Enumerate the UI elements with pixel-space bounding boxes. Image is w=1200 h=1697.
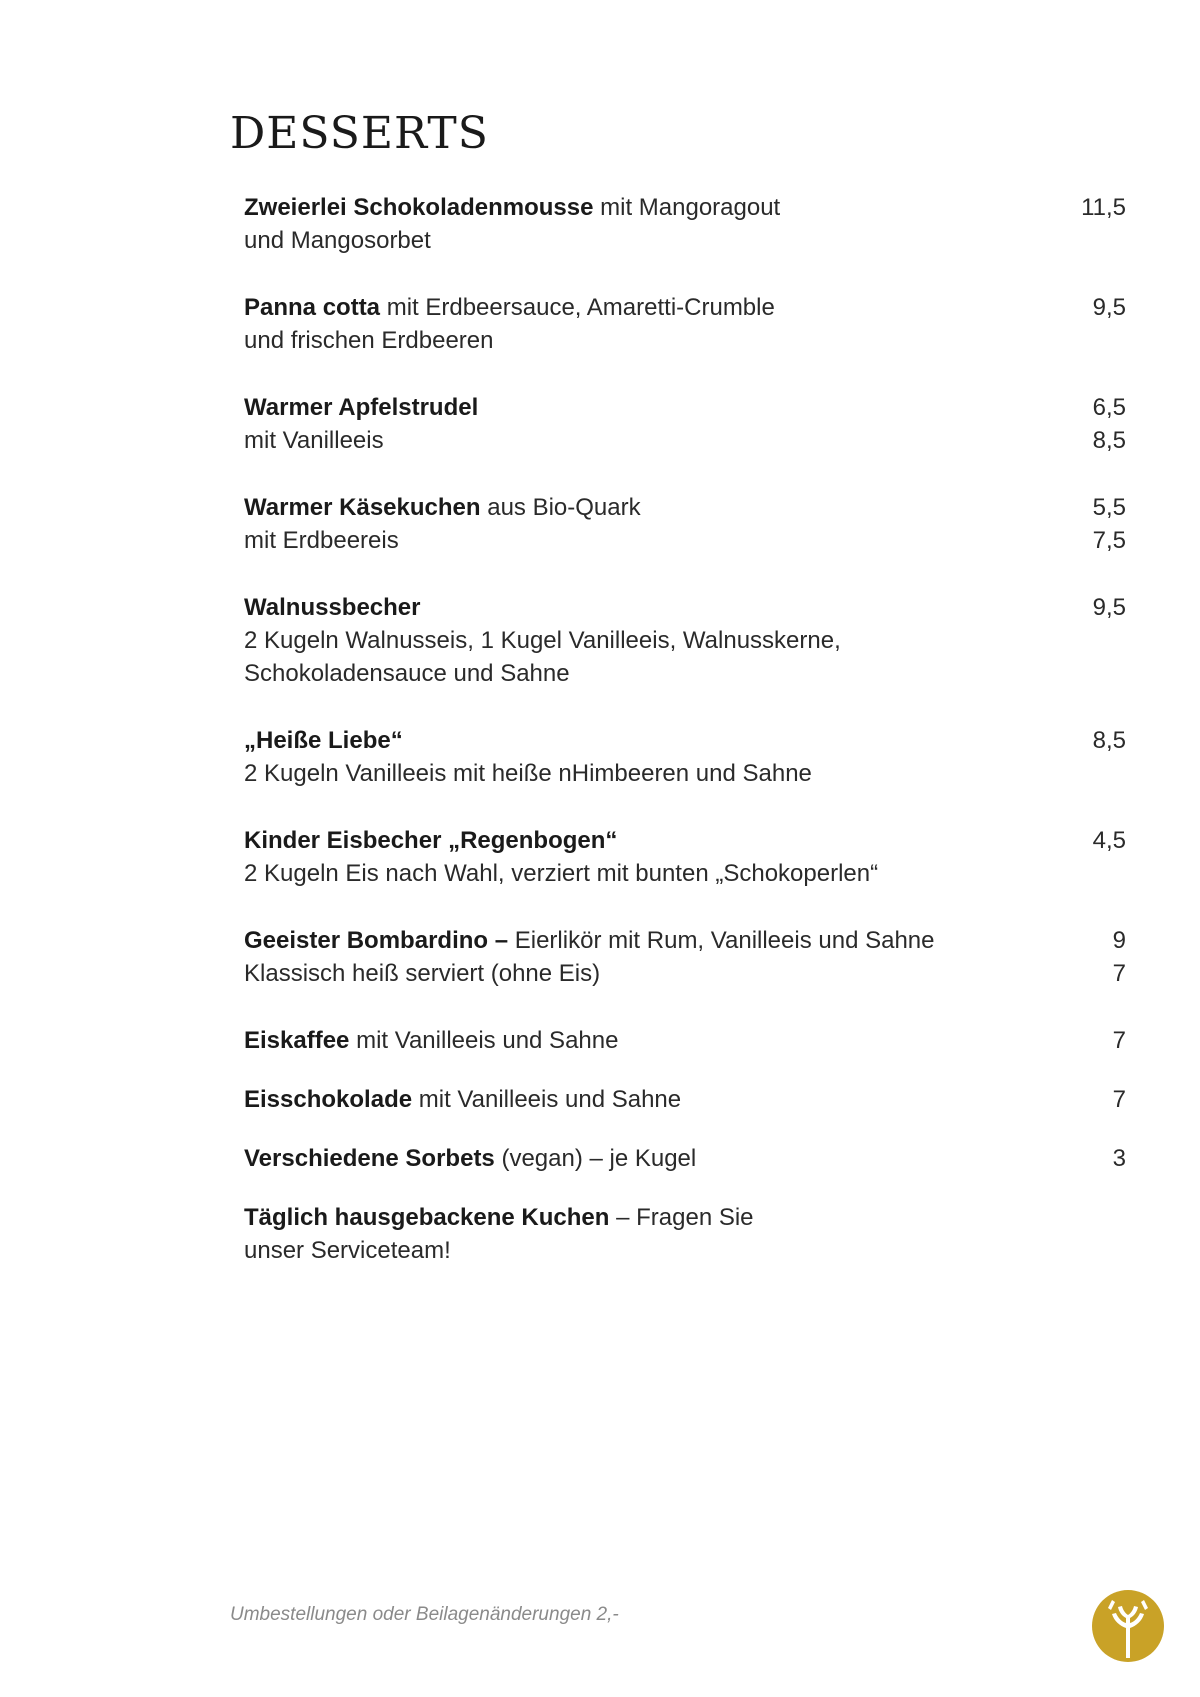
item-description: mit Erdbeersauce, Amaretti-Crumble bbox=[380, 294, 775, 321]
item-name: „Heiße Liebe“ bbox=[244, 727, 403, 754]
item-price: 9 bbox=[1112, 927, 1126, 954]
item-price-variant: 7 bbox=[1112, 960, 1126, 987]
item-description: mit Vanilleeis bbox=[244, 427, 384, 454]
menu-item bbox=[244, 724, 1124, 790]
menu-item bbox=[244, 1201, 1124, 1267]
item-price: 11,5 bbox=[1081, 194, 1126, 221]
menu-item-line-2: und Mangosorbet bbox=[244, 227, 431, 254]
item-name: Eisschokolade bbox=[244, 1086, 413, 1113]
menu-item-line-1 bbox=[244, 724, 1126, 757]
item-description: mit Vanilleeis und Sahne bbox=[349, 1027, 619, 1054]
item-description: Eierlikör mit Rum, Vanilleeis und Sahne bbox=[508, 927, 935, 954]
item-price: 5,5 bbox=[1092, 494, 1126, 521]
item-description: aus Bio-Quark bbox=[480, 494, 641, 521]
menu-item-line-2 bbox=[244, 524, 1126, 557]
footer-note: Umbestellungen oder Beilagenänderungen 2,- bbox=[230, 1604, 619, 1625]
menu-item bbox=[244, 391, 1124, 457]
item-name: Verschiedene Sorbets bbox=[244, 1145, 495, 1172]
item-price-variant: 8,5 bbox=[1092, 427, 1126, 454]
item-price: 7 bbox=[1112, 1086, 1126, 1113]
item-price: 9,5 bbox=[1092, 594, 1126, 621]
item-price: 8,5 bbox=[1092, 727, 1126, 754]
menu-item bbox=[244, 924, 1124, 990]
menu-item-line-2: und frischen Erdbeeren bbox=[244, 327, 494, 354]
menu-item-line-2: 2 Kugeln Walnusseis, 1 Kugel Vanilleeis, Walnusskerne, bbox=[244, 627, 841, 654]
dessert-menu-list bbox=[244, 191, 1124, 1301]
page-title: DESSERTS bbox=[230, 108, 489, 159]
menu-item-line-1 bbox=[244, 391, 1126, 424]
menu-item-line-1 bbox=[244, 924, 1126, 957]
item-name: Warmer Apfelstrudel bbox=[244, 394, 479, 421]
item-description: mit Vanilleeis und Sahne bbox=[412, 1086, 682, 1113]
item-name: Eiskaffee bbox=[244, 1027, 350, 1054]
menu-item bbox=[244, 1083, 1124, 1116]
menu-item-line-1 bbox=[244, 191, 1126, 224]
menu-item-line-1 bbox=[244, 824, 1126, 857]
item-name: Kinder Eisbecher „Regenbogen“ bbox=[244, 827, 618, 854]
menu-item bbox=[244, 191, 1124, 257]
menu-item-line-3: Schokoladensauce und Sahne bbox=[244, 660, 570, 687]
item-name: Walnussbecher bbox=[244, 594, 421, 621]
item-price: 3 bbox=[1112, 1145, 1126, 1172]
menu-item bbox=[244, 291, 1124, 357]
item-description: mit Mangoragout bbox=[593, 194, 781, 221]
menu-item-line-1 bbox=[244, 1024, 1126, 1057]
item-price: 7 bbox=[1112, 1027, 1126, 1054]
menu-item-line-2 bbox=[244, 424, 1126, 457]
menu-item-line-2: 2 Kugeln Vanilleeis mit heiße nHimbeeren und Sahne bbox=[244, 760, 812, 787]
item-name: Zweierlei Schokoladenmousse bbox=[244, 194, 594, 221]
item-price: 4,5 bbox=[1092, 827, 1126, 854]
item-name: Täglich hausgebackene Kuchen bbox=[244, 1204, 610, 1231]
item-price: 6,5 bbox=[1092, 394, 1126, 421]
menu-item bbox=[244, 824, 1124, 890]
menu-item-line-2: unser Serviceteam! bbox=[244, 1237, 451, 1264]
item-description: (vegan) – je Kugel bbox=[494, 1145, 697, 1172]
menu-item-line-1 bbox=[244, 291, 1126, 324]
item-price-variant: 7,5 bbox=[1092, 527, 1126, 554]
menu-item-line-1 bbox=[244, 491, 1126, 524]
item-price: 9,5 bbox=[1092, 294, 1126, 321]
item-name: Panna cotta bbox=[244, 294, 381, 321]
menu-item bbox=[244, 491, 1124, 557]
menu-item-line-1 bbox=[244, 1142, 1126, 1175]
item-description: Klassisch heiß serviert (ohne Eis) bbox=[244, 960, 601, 987]
menu-item-line-1 bbox=[244, 591, 1126, 624]
menu-item bbox=[244, 591, 1124, 690]
item-description: mit Erdbeereis bbox=[244, 527, 399, 554]
item-name: Geeister Bombardino – bbox=[244, 927, 509, 954]
menu-item-line-2 bbox=[244, 957, 1126, 990]
menu-item-line-2: 2 Kugeln Eis nach Wahl, verziert mit bunten „Schokoperlen“ bbox=[244, 860, 879, 887]
item-description: – Fragen Sie bbox=[609, 1204, 754, 1231]
menu-item-line-1 bbox=[244, 1201, 1014, 1234]
deer-antler-logo-icon bbox=[1090, 1588, 1166, 1664]
item-name: Warmer Käsekuchen bbox=[244, 494, 481, 521]
menu-item-line-1 bbox=[244, 1083, 1126, 1116]
menu-item bbox=[244, 1142, 1124, 1175]
menu-item bbox=[244, 1024, 1124, 1057]
